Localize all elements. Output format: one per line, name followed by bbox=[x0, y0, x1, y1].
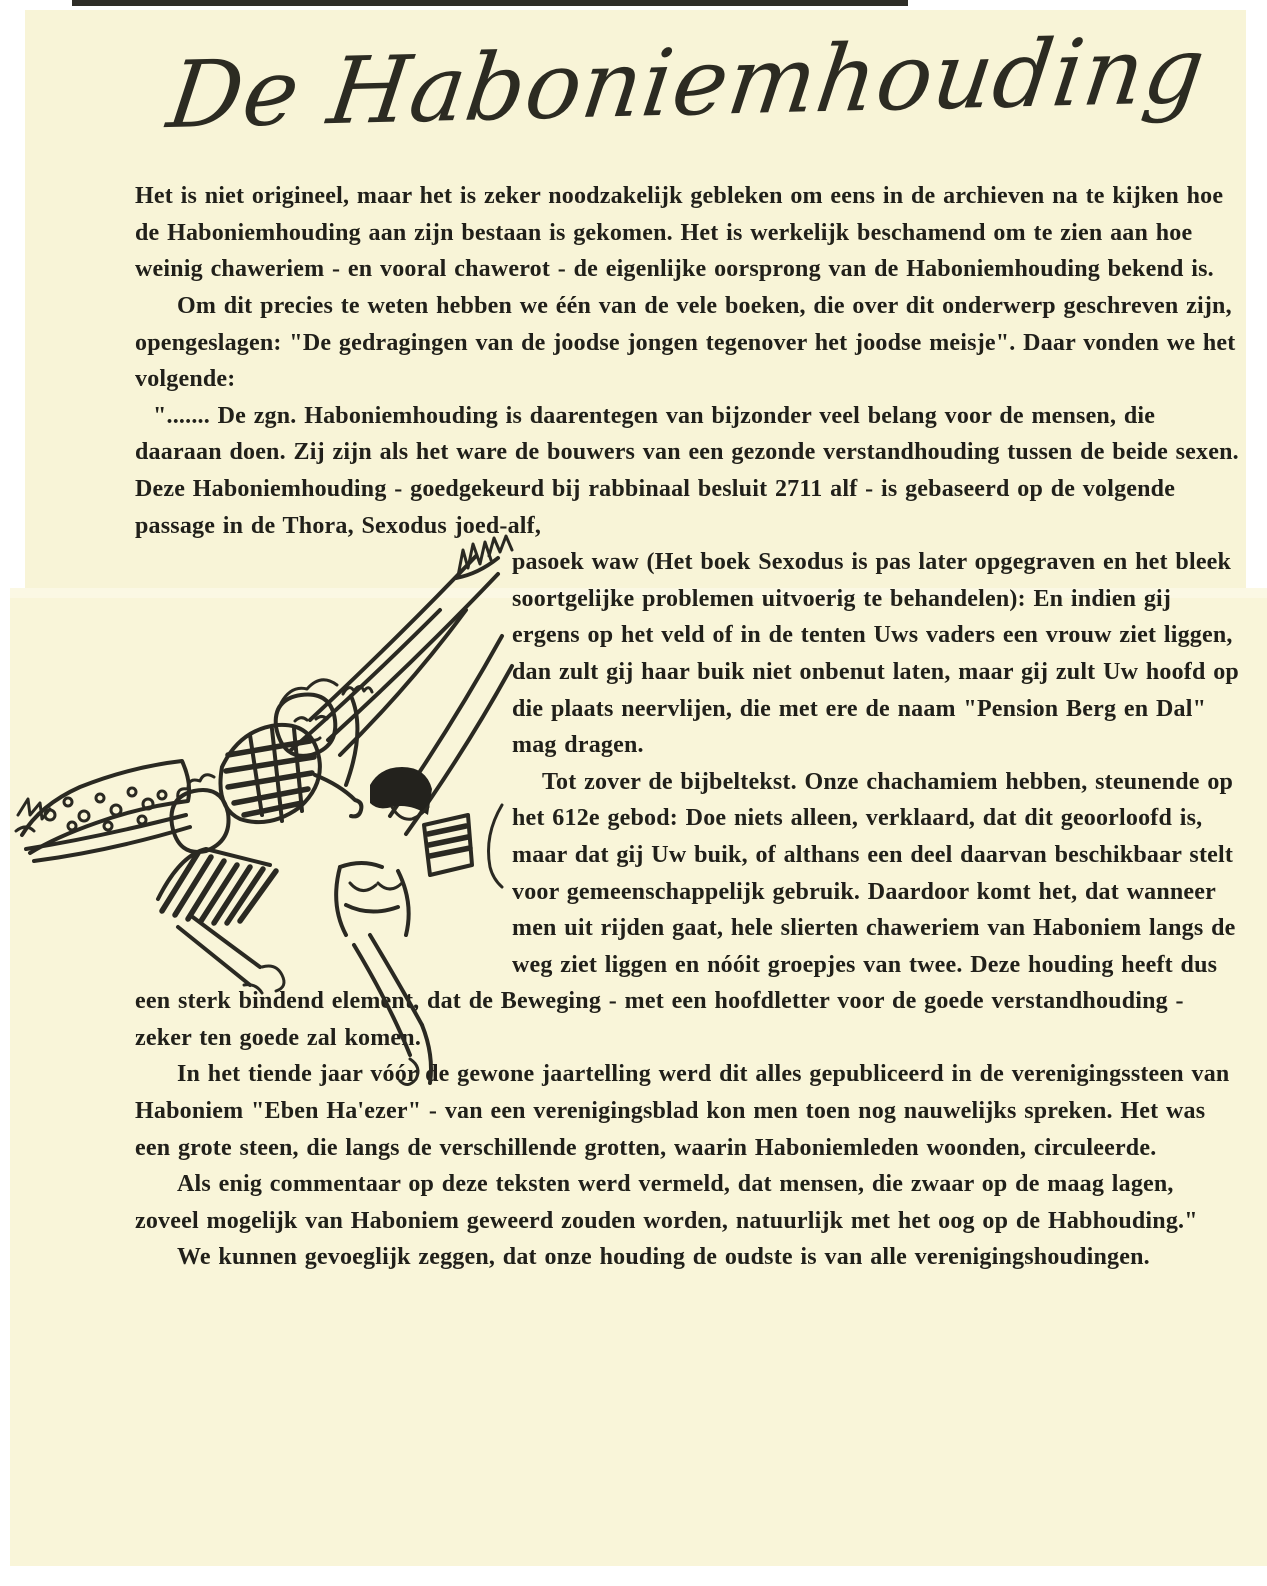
body-paragraph-7: We kunnen gevoeglijk zeggen, dat onze houding de oudste is van alle verenigingshoudingen. bbox=[177, 1244, 1150, 1271]
reclining-figures-sketch-svg bbox=[10, 514, 512, 1114]
body-paragraph-4a: pasoek waw (Het boek Sexodus is pas later opgegraven en het bleek soortgelijke problemen uitvoerig te behandelen): En indien gij ergens op het veld of in de tenten Uws vaders een vrouw ziet liggen, dan zult gij haar buik niet onbenut laten, maar gij zult Uw hoofd op die plaats neervlijen, die met ere de naam "Pension Berg en Dal" mag dragen. bbox=[512, 549, 1239, 759]
reclining-figures-illustration bbox=[10, 544, 512, 980]
body-paragraph-6: Als enig commentaar op deze teksten werd vermeld, dat mensen, die zwaar op de maag lagen, zoveel mogelijk van Haboniem geweerd zouden worden, natuurlijk met het oog op de Habhouding." bbox=[135, 1171, 1198, 1234]
body-paragraph-2: Om dit precies te weten hebben we één van de vele boeken, die over dit onderwerp geschreven zijn, opengeslagen: "De gedragingen van de joodse jongen tegenover het joodse meisje". Daar vonden we het volgende: bbox=[135, 293, 1236, 393]
page-title: De Haboniemhouding bbox=[161, 16, 1212, 150]
body-paragraph-5: In het tiende jaar vóór de gewone jaartelling werd dit alles gepubliceerd in de verenigingssteen van Haboniem "Eben Ha'ezer" - van een verenigingsblad kon men toen nog nauwelijks spreken. Het was een grote steen, die langs de verschillende grotten, waarin Haboniemleden woonden, circuleerde. bbox=[135, 1061, 1230, 1161]
body-paragraph-4b: Tot zover de bijbeltekst. Onze chachamiem hebben, steunende op het 612e gebod: Doe niets alleen, verklaard, dat dit geoorloofd is, maar dat gij Uw buik, of althans een deel daarvan beschikbaar stelt voor gemeenschappelijk gebruik. Daardoor komt het, dat wanneer men uit rijden gaat, hele slierten chaweriem van Haboniem langs de weg ziet liggen en nóóit groepjes van twee. Deze houding heeft dus een sterk bindend element, dat de Beweging - met een hoofdletter voor de goede verstandhouding - zeker ten goede zal komen. bbox=[135, 768, 1236, 1051]
body-paragraph-3: "....... De zgn. Haboniemhouding is daarentegen van bijzonder veel belang voor de mensen, die daaraan doen. Zij zijn als het ware de bouwers van een gezonde verstandhouding tussen de beide sexen. Deze Haboniemhouding - goedgekeurd bij rabbinaal besluit 2711 alf - is gebaseerd op de volgende passage in de Thora, Sexodus joed-alf, bbox=[135, 402, 1239, 539]
body-paragraph-1: Het is niet origineel, maar het is zeker noodzakelijk gebleken om eens in de archieven na te kijken hoe de Haboniemhouding aan zijn bestaan is gekomen. Het is werkelijk beschamend om te zien aan hoe weinig chaweriem - en vooral chawerot - de eigenlijke oorsprong van de Haboniemhouding bekend is. bbox=[135, 183, 1224, 283]
